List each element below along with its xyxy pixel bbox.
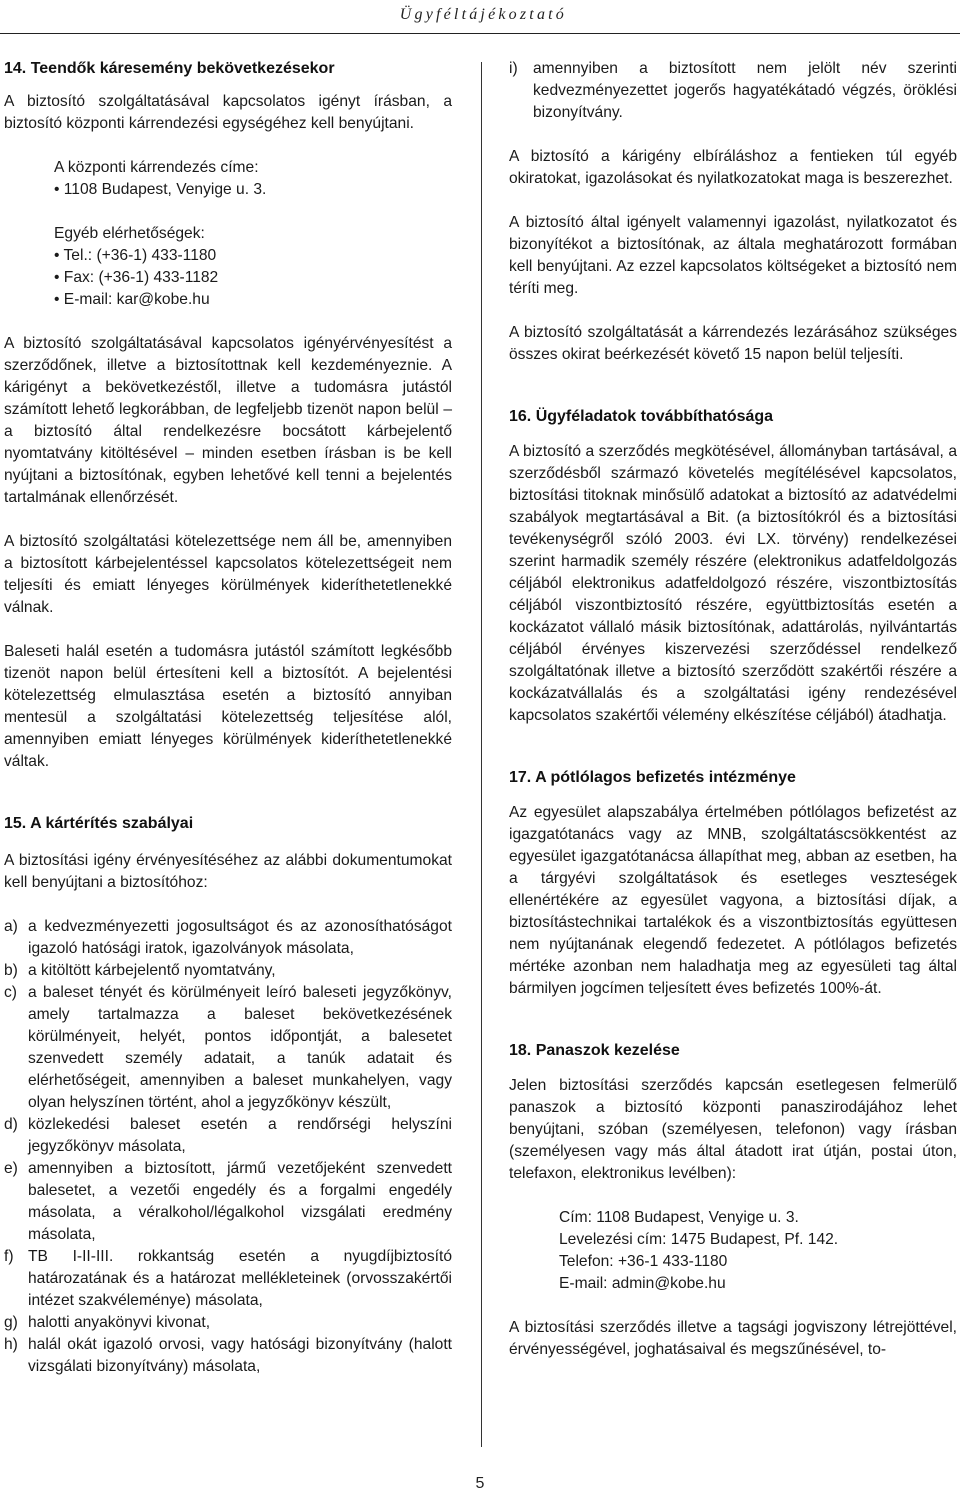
section-16-p: A biztosító a szerződés megkötésével, állományban tartásával, a szerződésből származó követelés megítélésével kapcsolatos, biztosítási titoknak minősülő adatokat a biztosító az adatvédelmi szabályok megtartásával a Bit. (a biztosítókról és a biztosítási tevékenységről szóló 2003. évi LX. törvény) rendelkezései szerint harmadik személy részére (elektronikus adatfeldolgozás céljából elektronikus adatfeldolgozó részére, viszontbiztosítás céljából viszontbiztosító részére, együttbiztosítás esetén a kockázatot vállaló másik biztosítónak, adattárolás, nyilvántartás céljából érvényes kiszervezési szerződéssel rendelkező szolgáltatónak illetve a biztosító szerződött szakértői részére a kockázatvállalás és a szolgáltatási igény rendezésével kapcsolatos szakértői vélemény elkészítése céljából) átadhatja. bbox=[509, 443, 957, 724]
claims-address: • 1108 Budapest, Venyige u. 3. bbox=[54, 181, 267, 198]
required-documents-list bbox=[4, 916, 452, 1378]
section-15-intro: A biztosítási igény érvényesítéséhez az alábbi dokumentumokat kell benyújtani a biztosítóhoz: bbox=[4, 852, 452, 891]
right-column bbox=[509, 58, 957, 1458]
section-16-title: 16. Ügyféladatok továbbíthatósága bbox=[509, 408, 774, 425]
claims-address-label: A központi kárrendezés címe: bbox=[54, 159, 259, 176]
section-14-title: 14. Teendők káresemény bekövetkezésekor bbox=[4, 60, 335, 77]
list-item: h) halál okát igazoló orvosi, vagy hatósági bizonyítvány (halott vizsgálati bizonyítvány) másolata, bbox=[4, 1336, 452, 1375]
complaints-phone: Telefon: +36-1 433-1180 bbox=[559, 1253, 728, 1270]
complaints-contact-block bbox=[509, 1207, 957, 1295]
list-item: b) a kitöltött kárbejelentő nyomtatvány, bbox=[4, 962, 276, 979]
list-item: e) amennyiben a biztosított, jármű vezetőjeként szenvedett balesetet, a vezetői engedély és a forgalmi engedély másolata, a véralkohol/légalkohol vizsgálati eredmény másolata, bbox=[4, 1160, 452, 1243]
contact-tel: • Tel.: (+36-1) 433-1180 bbox=[54, 247, 217, 264]
left-column bbox=[4, 58, 452, 1458]
complaints-postal-address: Levelezési cím: 1475 Budapest, Pf. 142. bbox=[559, 1231, 839, 1248]
complaints-email: E-mail: admin@kobe.hu bbox=[559, 1275, 726, 1292]
section-14-p3: A biztosító szolgáltatási kötelezettsége nem áll be, amennyiben a biztosított kárbejelentéssel kapcsolatos kötelezettségeit nem teljesíti és emiatt lényeges körülmények kideríthetetlenekké válnak. bbox=[4, 533, 452, 616]
column-divider bbox=[481, 62, 482, 1447]
header-rule bbox=[0, 33, 960, 34]
right-p1: A biztosító a kárigény elbíráláshoz a fentieken túl egyéb okiratokat, igazolásokat és nyilatkozatokat maga is beszerezhet. bbox=[509, 148, 957, 187]
section-14-p4: Baleseti halál esetén a tudomásra jutástól számított legkésőbb tizenöt napon belül értesíteni kell a biztosítót. A bejelentési kötelezettség elmulasztása esetén a biztosító annyiban mentesül a szolgáltatási kötelezettség teljesítése alól, amennyiben emiatt lényeges körülmények kideríthetetlenekké váltak. bbox=[4, 643, 452, 770]
page-number: 5 bbox=[475, 1475, 485, 1492]
section-17-title: 17. A pótlólagos befizetés intézménye bbox=[509, 769, 796, 786]
header-title: Ügyféltájékoztató bbox=[399, 6, 567, 23]
claims-address-block bbox=[4, 157, 452, 201]
list-item: d) közlekedési baleset esetén a rendőrségi helyszíni jegyzőkönyv másolata, bbox=[4, 1116, 452, 1155]
required-documents-list-continued bbox=[509, 58, 957, 124]
list-item: i) amennyiben a biztosított nem jelölt név szerinti kedvezményezettet jogerős hagyatékátadó végzés, öröklési bizonyítvány. bbox=[509, 60, 957, 121]
other-contacts-block bbox=[4, 223, 452, 311]
list-item: c) a baleset tényét és körülményeit leíró baleseti jegyzőkönyv, amely tartalmazza a baleset bekövetkezésének körülményeit, helyét, pontos időpontját, a balesetet szenvedett személy adatait, a tanúk adatait és elérhetőségeit, amennyiben a baleset munkahelyen, vagy olyan helyszínen történt, ahol a jegyzőkönyv készült, bbox=[4, 984, 452, 1111]
section-14-p2: A biztosító szolgáltatásával kapcsolatos igényérvényesítést a szerződőnek, illetve a biztosítottnak kell kezdeményeznie. A kárigényt a bekövetkezéstől, illetve a tudomásra jutástól számított lehető legkorábban, de legfeljebb tizenöt napon belül – a biztosító által rendelkezésre bocsátott kárbejelentő nyomtatvány kitöltésével – minden esetben írásban is be kell nyújtani a biztosítónak, egyben lehetővé kell tenni a bejelentés tartalmának ellenőrzését. bbox=[4, 335, 452, 506]
contact-fax: • Fax: (+36-1) 433-1182 bbox=[54, 269, 219, 286]
section-17-p: Az egyesület alapszabálya értelmében pótlólagos befizetést az igazgatótanács vagy az MNB, szolgáltatáscsökkentést az egyesület igazgatótanácsa állapíthat meg, abban az esetben, ha a tárgyévi szolgáltatások és esetleges veszteségek ellenértékére az egyesület vagyona, a biztosítási díjak, a biztosítástechnikai tartalékok és a viszontbiztosítás együttesen nem nyújtanának elegendő fedezetet. A pótlólagos befizetés mértéke azonban nem haladhatja meg az egyesületi tag által bármilyen jogcímen teljesített éves befizetés 100%-át. bbox=[509, 804, 957, 997]
right-p2: A biztosító által igényelt valamennyi igazolást, nyilatkozatot és bizonyítékot a biztosítónak, az általa meghatározott formában kell benyújtani. Az ezzel kapcsolatos költségeket a biztosító nem téríti meg. bbox=[509, 214, 957, 297]
section-18-p2: A biztosítási szerződés illetve a tagsági jogviszony létrejöttével, érvényességével, joghatásaival és megszűnésével, to- bbox=[509, 1319, 957, 1358]
other-contacts-label: Egyéb elérhetőségek: bbox=[54, 225, 205, 242]
right-p3: A biztosító szolgáltatását a kárrendezés lezárásához szükséges összes okirat beérkezését követő 15 napon belül teljesíti. bbox=[509, 324, 957, 363]
section-18-title: 18. Panaszok kezelése bbox=[509, 1042, 680, 1059]
section-14-p1: A biztosító szolgáltatásával kapcsolatos igényt írásban, a biztosító központi kárrendezési egységéhez kell benyújtani. bbox=[4, 93, 452, 132]
section-15-title: 15. A kártérítés szabályai bbox=[4, 815, 194, 832]
complaints-address: Cím: 1108 Budapest, Venyige u. 3. bbox=[559, 1209, 799, 1226]
list-item: g) halotti anyakönyvi kivonat, bbox=[4, 1314, 211, 1331]
section-18-p1: Jelen biztosítási szerződés kapcsán esetlegesen felmerülő panaszok a biztosító központi panaszirodájához lehet benyújtani, szóban (személyesen, telefonon) vagy írásban (személyesen vagy más által átadott irat útján, postai úton, telefaxon, elektronikus levélben): bbox=[509, 1077, 957, 1182]
contact-email: • E-mail: kar@kobe.hu bbox=[54, 291, 210, 308]
list-item: a) a kedvezményezetti jogosultságot és az azonosíthatóságot igazoló hatósági iratok, igazolványok másolata, bbox=[4, 918, 452, 957]
list-item: f) TB I-II-III. rokkantság esetén a nyugdíjbiztosító határozatának és a határozat mellékleteinek (orvosszakértői intézet szakvéleménye) másolata, bbox=[4, 1248, 452, 1309]
page-header bbox=[0, 0, 960, 40]
